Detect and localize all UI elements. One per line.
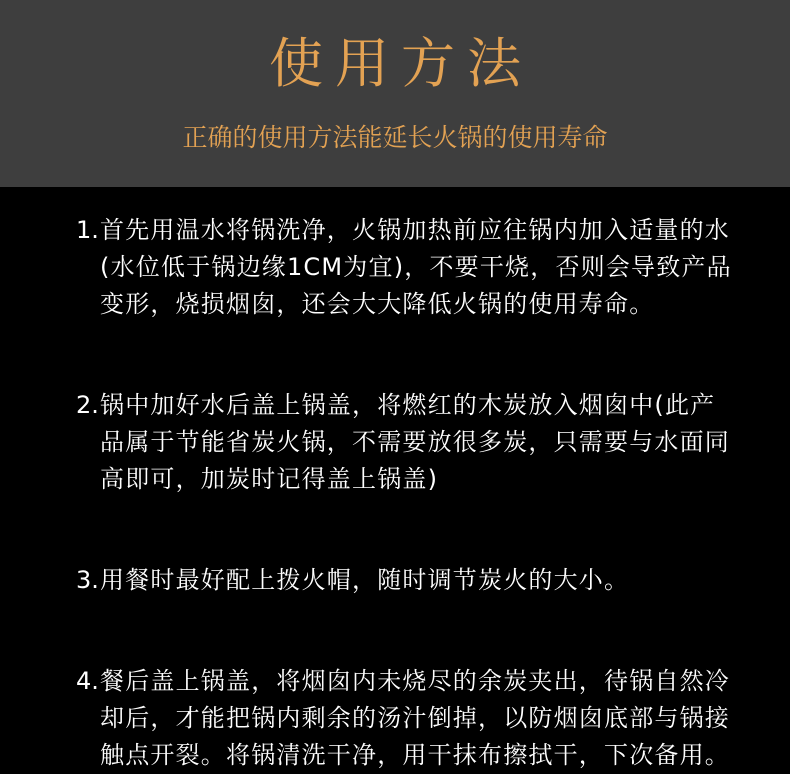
step-text: 餐后盖上锅盖，将烟囱内未烧尽的余炭夹出，待锅自然冷却后，才能把锅内剩余的汤汁倒掉，以防烟囱底部与锅接触点开裂。将锅清洗干净，用干抹布擦拭干，下次备用。 (100, 667, 730, 769)
step-number: 3. (76, 566, 99, 594)
page-subtitle: 正确的使用方法能延长火锅的使用寿命 (182, 123, 608, 152)
instruction-step-1 (76, 212, 736, 323)
step-number: 2. (76, 391, 99, 419)
step-number: 1. (76, 216, 99, 244)
step-text: 用餐时最好配上拨火帽，随时调节炭火的大小。 (100, 566, 630, 594)
instruction-step-2 (76, 387, 736, 498)
step-number: 4. (76, 667, 99, 695)
instruction-step-4 (76, 663, 736, 774)
step-text: 首先用温水将锅洗净，火锅加热前应往锅内加入适量的水(水位低于锅边缘1CM为宜)，不要干烧，否则会导致产品变形，烧损烟囱，还会大大降低火锅的使用寿命。 (100, 216, 732, 318)
instruction-list (76, 212, 736, 774)
header-banner (0, 0, 790, 187)
step-text: 锅中加好水后盖上锅盖，将燃红的木炭放入烟囱中(此产品属于节能省炭火锅，不需要放很多炭，只需要与水面同高即可，加炭时记得盖上锅盖) (100, 391, 730, 493)
instruction-step-3 (76, 562, 736, 599)
page-title: 使用方法 (269, 32, 533, 95)
